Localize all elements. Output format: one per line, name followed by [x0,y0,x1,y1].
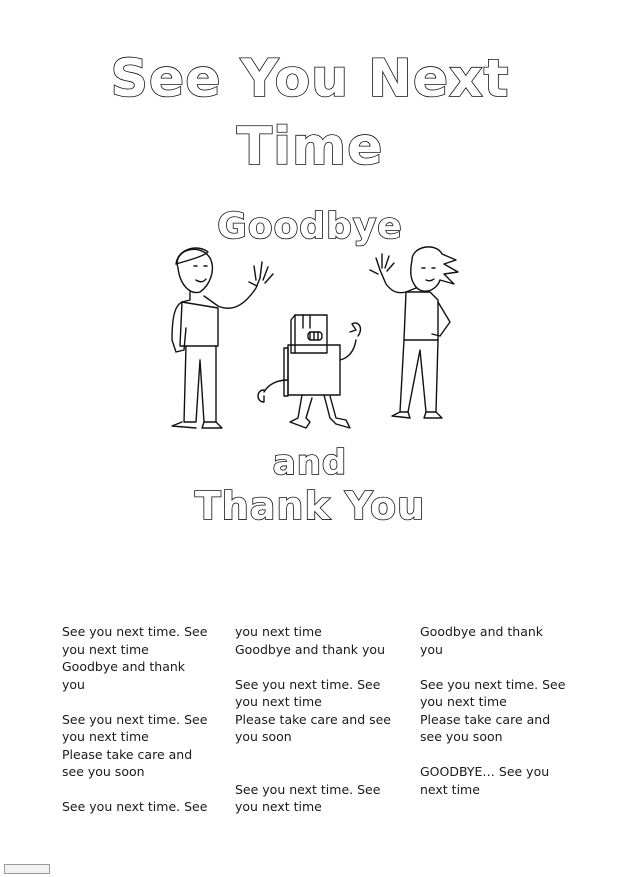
and-heading: and [272,443,348,483]
lyric-line: Please take care and [62,746,193,762]
lyric-line: you next time [235,694,322,709]
lyric-line: you next time [420,694,507,709]
lyric-line: Goodbye and thank you [235,641,385,657]
thank-you-heading: Thank You [194,484,426,528]
lyric-line: See you next time. See [62,624,208,639]
lyric-line: See you next time. See [62,799,208,814]
lyric-line: See you next time. See [235,781,381,797]
lyric-line: you [62,676,85,692]
lyric-line: see you soon [420,729,503,744]
lyric-line: you next time [235,624,322,639]
lyric-line: Goodbye and thank [420,624,544,639]
lyric-line: you soon [235,729,292,744]
lyrics-stanza [235,781,405,816]
lyrics-stanza [420,763,590,798]
lyric-line: you next time [235,799,322,814]
lyrics-stanza [62,711,232,781]
lyric-line: Goodbye and thank [62,659,186,674]
page-title-line-1: See You Next [110,49,510,109]
lyric-line: Please take care and [420,711,551,727]
lyrics-stanza [62,798,232,816]
woman-waving-figure [370,247,458,418]
lyrics-stanza [420,623,590,658]
page-title-line-2: Time [236,117,384,177]
lyric-line: you [420,641,443,657]
lyrics-stanza [420,676,590,746]
man-waving-figure [172,248,273,428]
lyric-line: see you soon [62,764,145,779]
lyric-line: See you next time. See [62,711,208,727]
lyric-line: See you next time. See [420,676,566,692]
lyric-line: See you next time. See [235,676,381,692]
lyrics-column-1 [62,623,232,833]
goodbye-heading: Goodbye [217,206,403,247]
robot-waving-figure [258,315,360,428]
lyrics-stanza [235,676,405,746]
lyrics-column-2 [235,623,405,833]
lyric-line: GOODBYE… See you [420,764,550,779]
lyric-line: Please take care and see [235,711,391,727]
lyric-line: you next time [62,729,149,744]
lyrics-column-3 [420,623,590,816]
lyric-line: next time [420,781,480,797]
lyrics-stanza [62,623,232,693]
footer-logo [4,864,50,874]
lyrics-stanza [235,623,405,658]
lyric-line: you next time [62,641,149,657]
waving-people-and-robot-illustration [160,240,480,440]
